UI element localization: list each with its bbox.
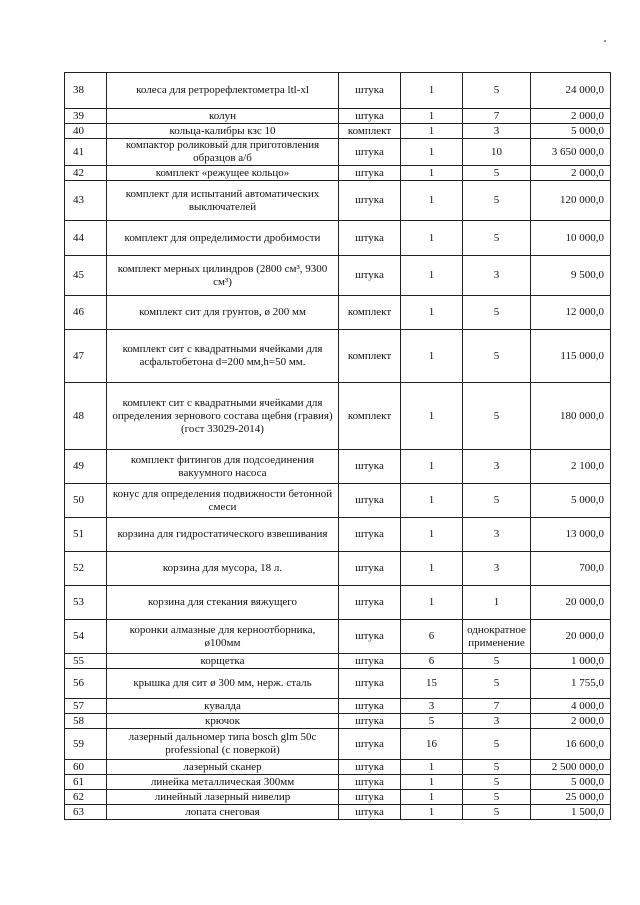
service-life-cell: 5 — [463, 166, 531, 181]
row-number-cell: 47 — [65, 330, 107, 383]
service-life-cell: 5 — [463, 669, 531, 699]
table-row — [65, 166, 611, 181]
table-row — [65, 552, 611, 586]
service-life-cell: 5 — [463, 805, 531, 820]
table-row — [65, 669, 611, 699]
item-name-cell: крышка для сит ø 300 мм, нерж. сталь — [107, 669, 339, 699]
quantity-cell: 6 — [401, 620, 463, 654]
table-row — [65, 699, 611, 714]
item-name-cell: комплект сит с квадратными ячейками для определения зернового состава щебня (гравия) (гост 33029-2014) — [107, 383, 339, 450]
price-cell: 1 500,0 — [531, 805, 611, 820]
row-number-cell: 52 — [65, 552, 107, 586]
price-cell: 180 000,0 — [531, 383, 611, 450]
quantity-cell: 16 — [401, 729, 463, 760]
quantity-cell: 1 — [401, 221, 463, 256]
quantity-cell: 3 — [401, 699, 463, 714]
service-life-cell: 5 — [463, 790, 531, 805]
unit-of-measure-cell: штука — [339, 654, 401, 669]
service-life-cell: 7 — [463, 109, 531, 124]
item-name-cell: корзина для мусора, 18 л. — [107, 552, 339, 586]
price-cell: 4 000,0 — [531, 699, 611, 714]
quantity-cell: 1 — [401, 586, 463, 620]
row-number-cell: 53 — [65, 586, 107, 620]
service-life-cell: 3 — [463, 518, 531, 552]
row-number-cell: 43 — [65, 181, 107, 221]
quantity-cell: 1 — [401, 139, 463, 166]
price-cell: 13 000,0 — [531, 518, 611, 552]
item-name-cell: лазерный сканер — [107, 760, 339, 775]
service-life-cell: однократное применение — [463, 620, 531, 654]
item-name-cell: корзина для гидростатического взвешивания — [107, 518, 339, 552]
row-number-cell: 57 — [65, 699, 107, 714]
quantity-cell: 1 — [401, 124, 463, 139]
unit-of-measure-cell: штука — [339, 256, 401, 296]
price-cell: 20 000,0 — [531, 586, 611, 620]
item-name-cell: комплект «режущее кольцо» — [107, 166, 339, 181]
unit-of-measure-cell: штука — [339, 714, 401, 729]
item-name-cell: комплект для испытаний автоматических выключателей — [107, 181, 339, 221]
quantity-cell: 1 — [401, 166, 463, 181]
item-name-cell: комплект сит для грунтов, ø 200 мм — [107, 296, 339, 330]
price-cell: 5 000,0 — [531, 775, 611, 790]
unit-of-measure-cell: штука — [339, 790, 401, 805]
service-life-cell: 5 — [463, 484, 531, 518]
quantity-cell: 1 — [401, 181, 463, 221]
unit-of-measure-cell: штука — [339, 139, 401, 166]
quantity-cell: 1 — [401, 518, 463, 552]
item-name-cell: комплект фитингов для подсоединения вакуумного насоса — [107, 450, 339, 484]
table-row — [65, 729, 611, 760]
item-name-cell: линейный лазерный нивелир — [107, 790, 339, 805]
quantity-cell: 1 — [401, 296, 463, 330]
table-row — [65, 256, 611, 296]
price-cell: 2 100,0 — [531, 450, 611, 484]
table-row — [65, 383, 611, 450]
quantity-cell: 1 — [401, 109, 463, 124]
service-life-cell: 1 — [463, 586, 531, 620]
price-cell: 2 000,0 — [531, 109, 611, 124]
service-life-cell: 3 — [463, 256, 531, 296]
row-number-cell: 39 — [65, 109, 107, 124]
table-row — [65, 330, 611, 383]
table-row — [65, 805, 611, 820]
equipment-table — [64, 72, 611, 820]
unit-of-measure-cell: штука — [339, 484, 401, 518]
row-number-cell: 46 — [65, 296, 107, 330]
service-life-cell: 7 — [463, 699, 531, 714]
table-row — [65, 450, 611, 484]
item-name-cell: лопата снеговая — [107, 805, 339, 820]
row-number-cell: 41 — [65, 139, 107, 166]
equipment-table-body — [65, 73, 611, 820]
quantity-cell: 1 — [401, 450, 463, 484]
quantity-cell: 1 — [401, 552, 463, 586]
table-row — [65, 296, 611, 330]
row-number-cell: 60 — [65, 760, 107, 775]
table-row — [65, 760, 611, 775]
row-number-cell: 40 — [65, 124, 107, 139]
unit-of-measure-cell: штука — [339, 181, 401, 221]
quantity-cell: 1 — [401, 760, 463, 775]
item-name-cell: кувалда — [107, 699, 339, 714]
row-number-cell: 58 — [65, 714, 107, 729]
unit-of-measure-cell: штука — [339, 166, 401, 181]
unit-of-measure-cell: штука — [339, 221, 401, 256]
service-life-cell: 3 — [463, 552, 531, 586]
table-row — [65, 221, 611, 256]
table-row — [65, 518, 611, 552]
price-cell: 1 000,0 — [531, 654, 611, 669]
unit-of-measure-cell: штука — [339, 109, 401, 124]
table-row — [65, 139, 611, 166]
service-life-cell: 3 — [463, 714, 531, 729]
price-cell: 115 000,0 — [531, 330, 611, 383]
quantity-cell: 1 — [401, 73, 463, 109]
unit-of-measure-cell: штука — [339, 518, 401, 552]
item-name-cell: коронки алмазные для керноотборника, ø100мм — [107, 620, 339, 654]
service-life-cell: 5 — [463, 73, 531, 109]
table-row — [65, 654, 611, 669]
service-life-cell: 5 — [463, 383, 531, 450]
quantity-cell: 1 — [401, 256, 463, 296]
item-name-cell: лазерный дальномер типа bosch glm 50c professional (с поверкой) — [107, 729, 339, 760]
service-life-cell: 5 — [463, 330, 531, 383]
service-life-cell: 5 — [463, 221, 531, 256]
table-row — [65, 790, 611, 805]
item-name-cell: комплект сит с квадратными ячейками для асфальтобетона d=200 мм,h=50 мм. — [107, 330, 339, 383]
item-name-cell: конус для определения подвижности бетонной смеси — [107, 484, 339, 518]
service-life-cell: 3 — [463, 124, 531, 139]
table-row — [65, 620, 611, 654]
price-cell: 5 000,0 — [531, 124, 611, 139]
table-row — [65, 109, 611, 124]
item-name-cell: крючок — [107, 714, 339, 729]
row-number-cell: 50 — [65, 484, 107, 518]
unit-of-measure-cell: штука — [339, 805, 401, 820]
row-number-cell: 51 — [65, 518, 107, 552]
quantity-cell: 6 — [401, 654, 463, 669]
unit-of-measure-cell: штука — [339, 586, 401, 620]
row-number-cell: 45 — [65, 256, 107, 296]
row-number-cell: 49 — [65, 450, 107, 484]
quantity-cell: 1 — [401, 484, 463, 518]
unit-of-measure-cell: штука — [339, 669, 401, 699]
unit-of-measure-cell: штука — [339, 699, 401, 714]
row-number-cell: 54 — [65, 620, 107, 654]
service-life-cell: 3 — [463, 450, 531, 484]
service-life-cell: 5 — [463, 654, 531, 669]
price-cell: 1 755,0 — [531, 669, 611, 699]
price-cell: 120 000,0 — [531, 181, 611, 221]
price-cell: 5 000,0 — [531, 484, 611, 518]
price-cell: 3 650 000,0 — [531, 139, 611, 166]
price-cell: 2 000,0 — [531, 166, 611, 181]
item-name-cell: комплект для определимости дробимости — [107, 221, 339, 256]
service-life-cell: 5 — [463, 760, 531, 775]
quantity-cell: 1 — [401, 790, 463, 805]
item-name-cell: колун — [107, 109, 339, 124]
table-row — [65, 73, 611, 109]
service-life-cell: 5 — [463, 775, 531, 790]
price-cell: 16 600,0 — [531, 729, 611, 760]
unit-of-measure-cell: штука — [339, 620, 401, 654]
price-cell: 9 500,0 — [531, 256, 611, 296]
item-name-cell: корзина для стекания вяжущего — [107, 586, 339, 620]
scan-speck — [604, 40, 606, 42]
unit-of-measure-cell: комплект — [339, 383, 401, 450]
quantity-cell: 1 — [401, 330, 463, 383]
item-name-cell: кольца-калибры кзс 10 — [107, 124, 339, 139]
row-number-cell: 59 — [65, 729, 107, 760]
service-life-cell: 5 — [463, 729, 531, 760]
quantity-cell: 1 — [401, 805, 463, 820]
table-row — [65, 484, 611, 518]
unit-of-measure-cell: штука — [339, 775, 401, 790]
row-number-cell: 38 — [65, 73, 107, 109]
unit-of-measure-cell: комплект — [339, 296, 401, 330]
row-number-cell: 42 — [65, 166, 107, 181]
unit-of-measure-cell: штука — [339, 760, 401, 775]
quantity-cell: 5 — [401, 714, 463, 729]
service-life-cell: 10 — [463, 139, 531, 166]
table-row — [65, 775, 611, 790]
row-number-cell: 44 — [65, 221, 107, 256]
item-name-cell: корщетка — [107, 654, 339, 669]
unit-of-measure-cell: штука — [339, 729, 401, 760]
table-row — [65, 714, 611, 729]
unit-of-measure-cell: штука — [339, 552, 401, 586]
price-cell: 24 000,0 — [531, 73, 611, 109]
price-cell: 2 000,0 — [531, 714, 611, 729]
price-cell: 2 500 000,0 — [531, 760, 611, 775]
row-number-cell: 48 — [65, 383, 107, 450]
price-cell: 20 000,0 — [531, 620, 611, 654]
row-number-cell: 62 — [65, 790, 107, 805]
unit-of-measure-cell: штука — [339, 450, 401, 484]
quantity-cell: 15 — [401, 669, 463, 699]
price-cell: 10 000,0 — [531, 221, 611, 256]
item-name-cell: колеса для ретрорефлектометра ltl-xl — [107, 73, 339, 109]
quantity-cell: 1 — [401, 383, 463, 450]
quantity-cell: 1 — [401, 775, 463, 790]
item-name-cell: линейка металлическая 300мм — [107, 775, 339, 790]
item-name-cell: комплект мерных цилиндров (2800 см³, 9300 см³) — [107, 256, 339, 296]
table-row — [65, 181, 611, 221]
row-number-cell: 63 — [65, 805, 107, 820]
row-number-cell: 55 — [65, 654, 107, 669]
row-number-cell: 61 — [65, 775, 107, 790]
unit-of-measure-cell: штука — [339, 73, 401, 109]
table-row — [65, 586, 611, 620]
service-life-cell: 5 — [463, 181, 531, 221]
price-cell: 700,0 — [531, 552, 611, 586]
unit-of-measure-cell: комплект — [339, 124, 401, 139]
price-cell: 25 000,0 — [531, 790, 611, 805]
price-cell: 12 000,0 — [531, 296, 611, 330]
table-row — [65, 124, 611, 139]
item-name-cell: компактор роликовый для приготовления образцов а/б — [107, 139, 339, 166]
row-number-cell: 56 — [65, 669, 107, 699]
unit-of-measure-cell: комплект — [339, 330, 401, 383]
service-life-cell: 5 — [463, 296, 531, 330]
